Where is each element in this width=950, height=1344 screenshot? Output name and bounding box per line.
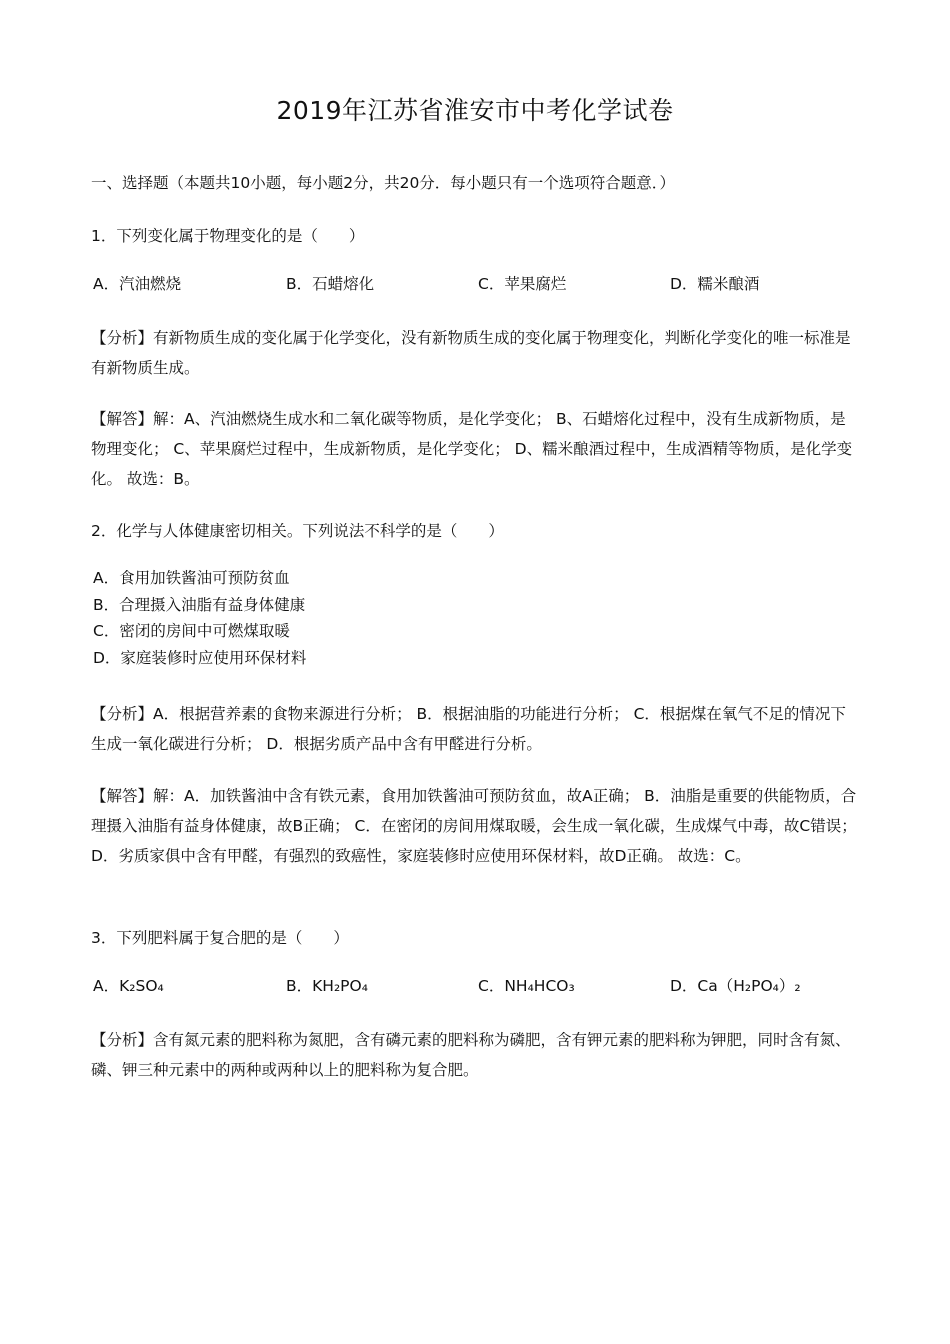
option-a: A．K₂SO₄ <box>93 977 164 995</box>
option-b: B．KH₂PO₄ <box>286 977 368 995</box>
question-1-answer: 【解答】解：A、汽油燃烧生成水和二氧化碳等物质，是化学变化； B、石蜡熔化过程中，没有生成新物质，是物理变化； C、苹果腐烂过程中，生成新物质，是化学变化； D、糯米酿酒过程中，生成酒精等物质，是化学变化。 故选：B。 <box>91 410 853 488</box>
question-2-analysis: 【分析】A．根据营养素的食物来源进行分析； B．根据油脂的功能进行分析； C．根据煤在氧气不足的情况下生成一氧化碳进行分析； D．根据劣质产品中含有甲醛进行分析。 <box>91 705 846 753</box>
question-1-analysis: 【分析】有新物质生成的变化属于化学变化，没有新物质生成的变化属于物理变化，判断化学变化的唯一标准是有新物质生成。 <box>91 329 851 377</box>
option-c: C．NH₄HCO₃ <box>478 977 575 995</box>
option-a: A．汽油燃烧 <box>93 275 182 293</box>
option-a: A．食用加铁酱油可预防贫血 <box>93 569 290 587</box>
question-2-stem: 2．化学与人体健康密切相关。下列说法不科学的是（ ） <box>91 522 504 540</box>
question-2-options <box>93 565 793 671</box>
question-3-stem: 3．下列肥料属于复合肥的是（ ） <box>91 929 349 947</box>
section-heading: 一、选择题（本题共10小题，每小题2分，共20分．每小题只有一个选项符合题意．） <box>91 174 676 192</box>
question-3-analysis: 【分析】含有氮元素的肥料称为氮肥，含有磷元素的肥料称为磷肥，含有钾元素的肥料称为钾肥，同时含有氮、磷、钾三种元素中的两种或两种以上的肥料称为复合肥。 <box>91 1031 851 1079</box>
document-title: 2019年江苏省淮安市中考化学试卷 <box>276 96 674 125</box>
option-d: D．糯米酿酒 <box>670 275 760 293</box>
option-b: B．合理摄入油脂有益身体健康 <box>93 595 306 614</box>
question-1-stem: 1．下列变化属于物理变化的是（ ） <box>91 227 365 245</box>
question-2-answer: 【解答】解：A．加铁酱油中含有铁元素，食用加铁酱油可预防贫血，故A正确； B．油脂是重要的供能物质，合理摄入油脂有益身体健康，故B正确； C．在密闭的房间用煤取暖，会生成一氧化碳，生成煤气中毒，故C错误； D．劣质家俱中含有甲醛，有强烈的致癌性，家庭装修时应使用环保材料，故D正确。 故选：C。 <box>91 787 857 865</box>
option-b: B．石蜡熔化 <box>286 275 375 293</box>
option-c: C．密闭的房间中可燃煤取暖 <box>93 622 290 640</box>
question-3-options <box>93 972 863 1000</box>
option-d: D．Ca（H₂PO₄）₂ <box>670 977 801 995</box>
question-1-options <box>93 270 863 298</box>
option-c: C．苹果腐烂 <box>478 275 567 293</box>
option-d: D．家庭装修时应使用环保材料 <box>93 648 307 667</box>
